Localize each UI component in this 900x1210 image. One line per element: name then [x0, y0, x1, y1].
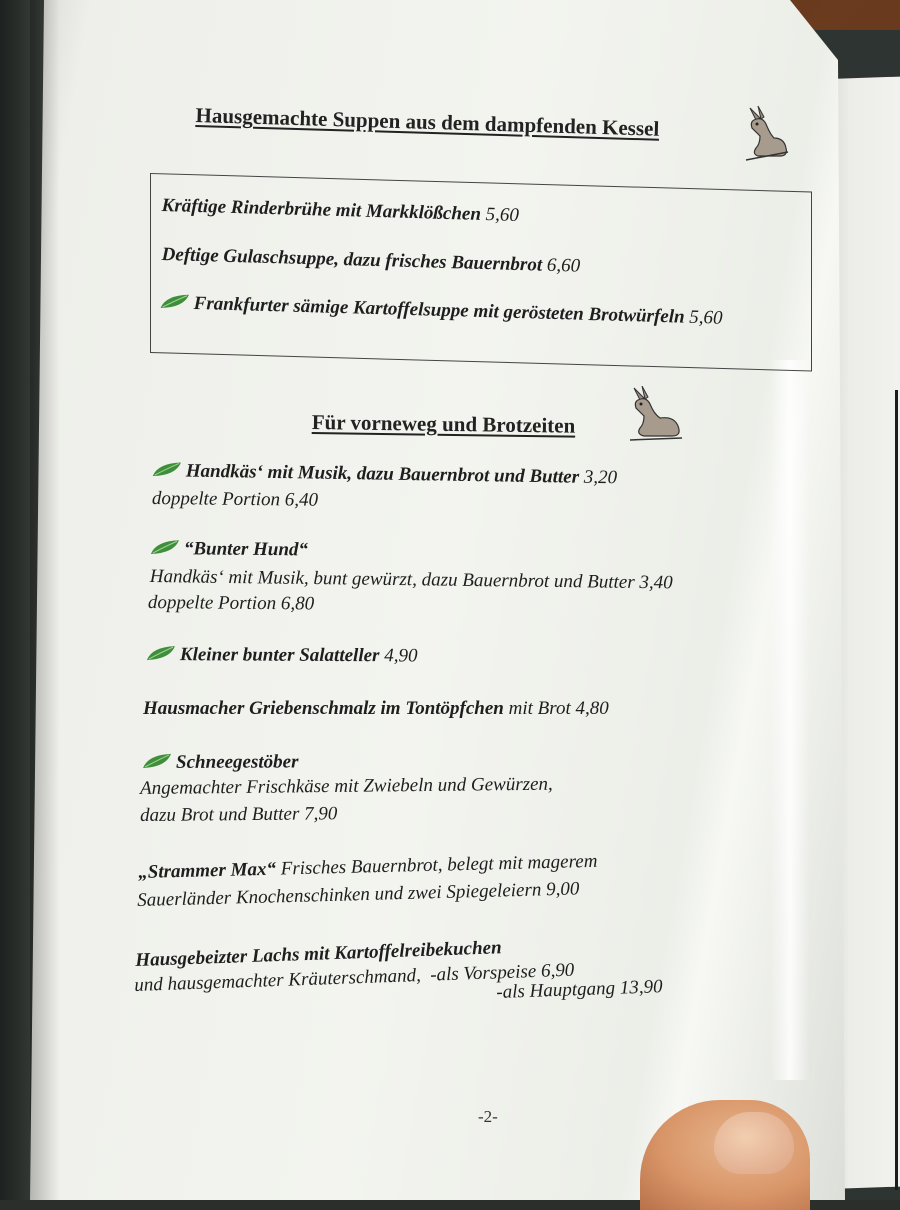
schnee-line2: dazu Brot und Butter 7,90 — [140, 803, 338, 826]
thumbnail — [714, 1112, 794, 1174]
leaf-icon — [146, 645, 176, 662]
soup-item-2: Deftige Gulaschsuppe, dazu frisches Bauernbrot 6,60 — [161, 244, 581, 277]
handkaes-double: doppelte Portion 6,40 — [151, 488, 319, 511]
page-number: -2- — [478, 1107, 498, 1126]
schmalz-item: Hausmacher Griebenschmalz im Tontöpfchen mit Brot 4,80 — [143, 698, 609, 719]
leaf-icon — [159, 293, 189, 311]
leaf-icon — [142, 753, 172, 770]
lachs-title: Hausgebeizter Lachs mit Kartoffelreibekuchen — [135, 937, 502, 971]
soup-item-1: Kräftige Rinderbrühe mit Markklößchen 5,60 — [161, 195, 520, 226]
starters-heading: Für vorneweg und Brotzeiten — [311, 410, 576, 438]
soups-heading: Hausgemachte Suppen aus dem dampfenden Kessel — [195, 103, 660, 141]
strammer-line2: Sauerländer Knochenschinken und zwei Spiegeleiern 9,00 — [137, 878, 580, 911]
strammer-line1: „Strammer Max“ Frisches Bauernbrot, belegt mit magerem — [138, 850, 598, 883]
donkey-icon — [744, 104, 790, 162]
leaf-icon — [150, 539, 180, 556]
schnee-line1: Angemachter Frischkäse mit Zwiebeln und Gewürzen, — [140, 773, 553, 799]
soup-item-3: Frankfurter sämige Kartoffelsuppe mit gerösteten Brotwürfeln 5,60 — [159, 292, 722, 330]
handkaes-title: Handkäs‘ mit Musik, dazu Bauernbrot und Butter 3,20 — [152, 460, 618, 489]
bunter-hund-desc: Handkäs‘ mit Musik, bunt gewürzt, dazu Bauernbrot und Butter 3,40 — [149, 566, 673, 594]
bunter-hund-double: doppelte Portion 6,80 — [147, 592, 315, 615]
lachs-haupt: -als Hauptgang 13,90 — [496, 976, 663, 1003]
leaf-icon — [152, 461, 182, 478]
salat-item: Kleiner bunter Salatteller 4,90 — [146, 644, 418, 667]
donkey-icon — [630, 386, 684, 442]
lachs-line2: und hausgemachter Kräuterschmand, -als Vorspeise 6,90 — [134, 959, 575, 996]
bunter-hund-title: “Bunter Hund“ — [150, 538, 308, 561]
schnee-title: Schneegestöber — [142, 751, 299, 774]
